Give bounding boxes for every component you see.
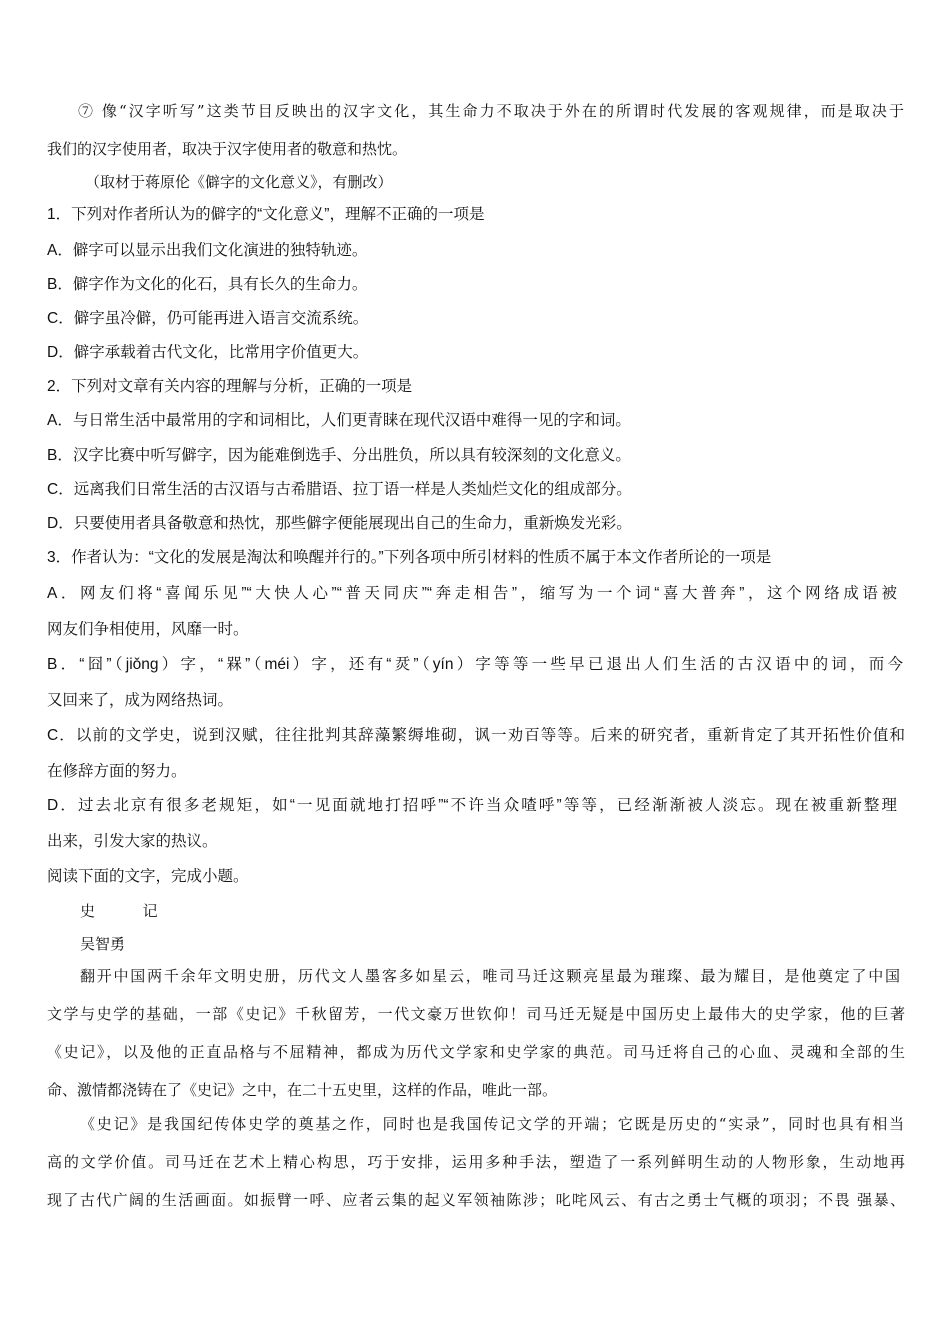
question-2-option-b: B．汉字比赛中听写僻字，因为能难倒选手、分出胜负，所以具有较深刻的文化意义。 — [47, 447, 631, 464]
question-2-option-c: C．远离我们日常生活的古汉语与古希腊语、拉丁语一样是人类灿烂文化的组成部分。 — [47, 481, 632, 498]
question-3-option-a-line-2: 网友们争相使用，风靡一时。 — [47, 621, 249, 638]
passage-paragraph-7-line-2: 我们的汉字使用者，取决于汉字使用者的敬意和热忱。 — [47, 140, 408, 158]
passage-2-paragraph-1-line-2: 文学与史学的基础，一部《史记》千秋留芳，一代文豪万世钦仰！司马迁无疑是中国历史上最伟大的史学家，他的巨著 — [47, 1005, 905, 1023]
question-1-option-c: C．僻字虽冷僻，仍可能再进入语言交流系统。 — [47, 310, 369, 327]
passage-2-paragraph-1-line-3: 《史记》，以及他的正直品格与不屈精神，都成为历代文学家和史学家的典范。司马迁将自己的心血、灵魂和全部的生 — [47, 1043, 905, 1061]
passage-2-paragraph-2-line-3: 现了古代广阔的生活画面。如振臂一呼、应者云集的起义军领袖陈涉；叱咤风云、有古之勇士气概的项羽；不畏 强暴、 — [47, 1191, 905, 1209]
question-3-option-c-line-2: 在修辞方面的努力。 — [47, 763, 187, 780]
question-2-stem: 2．下列对文章有关内容的理解与分析，正确的一项是 — [47, 378, 413, 395]
passage-2-paragraph-1-line-4: 命、激情都浇铸在了《史记》之中，在二十五史里，这样的作品，唯此一部。 — [47, 1081, 558, 1099]
passage-author: 吴智勇 — [80, 935, 126, 953]
passage-2-paragraph-1-line-1: 翻开中国两千余年文明史册，历代文人墨客多如星云，唯司马迁这颗亮星最为璀璨、最为耀目，是他奠定了中国 — [80, 967, 900, 985]
question-3-option-a-line-1: A．网友们将“喜闻乐见”“大快人心”“普天同庆”“奔走相告”，缩写为一个词“喜大普奔”，这个网络成语被 — [47, 585, 897, 602]
passage-paragraph-7-line-1: ⑦ 像“汉字听写”这类节目反映出的汉字文化，其生命力不取决于外在的所谓时代发展的客观规律，而是取决于 — [78, 102, 904, 120]
passage-source: （取材于蒋原伦《僻字的文化意义》，有删改） — [85, 173, 393, 191]
question-1-option-b: B．僻字作为文化的化石，具有长久的生命力。 — [47, 276, 368, 293]
question-3-option-c-line-1: C．以前的文学史，说到汉赋，往往批判其辞藻繁缛堆砌，讽一劝百等等。后来的研究者，重新肯定了其开拓性价值和 — [47, 727, 905, 744]
question-3-option-d-line-2: 出来，引发大家的热议。 — [47, 833, 218, 850]
question-1-stem: 1．下列对作者所认为的僻字的“文化意义”，理解不正确的一项是 — [47, 206, 485, 223]
question-3-stem: 3．作者认为：“文化的发展是淘汰和唤醒并行的。”下列各项中所引材料的性质不属于本文作者所论的一项是 — [47, 549, 772, 566]
question-3-option-b-line-1: B．“囧”（jiǒng）字，“槑”（méi）字，还有“烎”（yín）字等等一些早已退出人们生活的古汉语中的词，而今 — [47, 656, 903, 673]
question-3-option-d-line-1: D．过去北京有很多老规矩，如“一见面就地打招呼”“不许当众喳呼”等等，已经渐渐被人淡忘。现在被重新整理 — [47, 797, 897, 814]
passage-2-paragraph-2-line-1: 《史记》是我国纪传体史学的奠基之作，同时也是我国传记文学的开端；它既是历史的“实录”，同时也具有相当 — [80, 1115, 904, 1133]
passage-title: 史 记 — [80, 902, 158, 920]
question-3-option-b-line-2: 又回来了，成为网络热词。 — [47, 692, 234, 709]
question-1-option-a: A．僻字可以显示出我们文化演进的独特轨迹。 — [47, 242, 368, 259]
reading-instruction: 阅读下面的文字，完成小题。 — [47, 868, 249, 885]
question-2-option-a: A．与日常生活中最常用的字和词相比，人们更青睐在现代汉语中难得一见的字和词。 — [47, 412, 631, 429]
passage-2-paragraph-2-line-2: 高的文学价值。司马迁在艺术上精心构思，巧于安排，运用多种手法，塑造了一系列鲜明生动的人物形象，生动地再 — [47, 1153, 905, 1171]
question-2-option-d: D．只要使用者具备敬意和热忱，那些僻字便能展现出自己的生命力，重新焕发光彩。 — [47, 515, 632, 532]
question-1-option-d: D．僻字承载着古代文化，比常用字价值更大。 — [47, 344, 369, 361]
